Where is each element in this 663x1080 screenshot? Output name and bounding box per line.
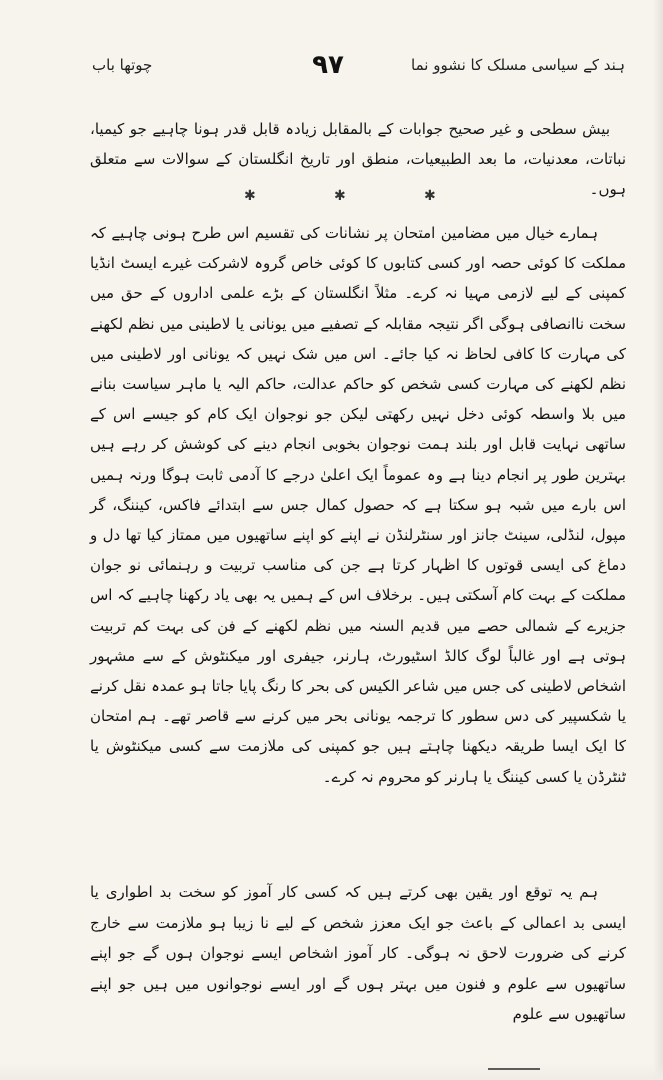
scan-ink-mark <box>488 1068 540 1070</box>
separator-star: ✱ <box>424 188 436 204</box>
page-number: ۹۷ <box>312 50 344 80</box>
main-paragraph: ہمارے خیال میں مضامین امتحان پر نشانات کی تقسیم اس طرح ہونی چاہیے کہ مملکت کا کوئی حصہ اور کسی کتابوں کا کوئی خاص گروہ لاشرکت غیرے ایسٹ انڈیا کمپنی کے لیے لازمی مہیا نہ کرے۔ مثلاً انگلستان کے بڑے علمی اداروں کے حق میں سخت ناانصافی ہوگی اگر نتیجہ مقابلہ کے تصفیے میں یونانی یا لاطینی میں نظم لکھنے کی مہارت کا کافی لحاظ نہ کیا جائے۔ اس میں شک نہیں کہ یونانی اور لاطینی میں نظم لکھنے کی مہارت کسی شخص کو حاکم عدالت، حاکم الیہ یا ماہر سیاست بنانے میں بلا واسطہ کوئی دخل نہیں رکھتی لیکن جو نوجوان ایک کام کو جیسے اس کے ساتھی نہایت قابل اور بلند ہمت نوجوان بخوبی انجام دینے کی کوشش کر رہے ہیں بہترین طور پر انجام دینا ہے وہ عموماً ایک اعلیٰ درجے کا آدمی ثابت ہوگا ورنہ ہمیں اس بارے میں شبہ ہو سکتا ہے کہ حصول کمال جس سے ابتدائے فاکس، کیننگ، گر مپول، لنڈلی، سینٹ جانز اور سنٹرلنڈن نے اپنے کو اپنے ساتھیوں میں ممتاز کیا تھا دل و دماغ کی ایسی قوتوں کا اظہار کرتا ہے جن کی مناسب تربیت و رہنمائی نو جوان مملکت کے بہت کام آسکتی ہیں۔ برخلاف اس کے ہمیں یہ بھی یاد رکھنا چاہیے کہ اس جزیرے کے شمالی حصے میں قدیم السنہ میں نظم لکھنے کے فن کی بہت کم تربیت ہوتی ہے اور غالباً لوگ کالڈ اسٹیورٹ، ہارنر، جیفری اور میکنٹوش کے سے مشہور اشخاص لاطینی کی جس میں شاعر الکیس کی بحر کا رنگ پایا جاتا ہو عمدہ نقل کرنے یا شکسپیر کی دس سطور کا ترجمہ یونانی بحر میں کرنے سے قاصر تھے۔ ہم امتحان کا ایک ایسا طریقہ دیکھنا چاہتے ہیں جو کمپنی کی ملازمت سے کسی میکنٹوش یا ٹنٹرڈن یا کسی کیننگ یا ہارنر کو محروم نہ کرے۔ <box>90 224 626 786</box>
closing-paragraph: ہم یہ توقع اور یقین بھی کرتے ہیں کہ کسی کار آموز کو سخت بد اطواری یا ایسی بد اعمالی کے باعث جو ایک معزز شخص کے لیے نا زیبا ہو ملازمت سے خارج کرنے کی ضرورت لاحق نہ ہوگی۔ کار آموز اشخاص ایسے نوجوان ہوں گے جو اپنے ساتھیوں سے علوم و فنون میں بہتر ہوں گے اور ایسے نوجوانوں میں ہیں جو اپنے ساتھیوں سے علوم <box>90 883 626 1023</box>
page-edge-shadow <box>653 0 663 1080</box>
separator-star: ✱ <box>334 188 346 204</box>
page-bottom-shadow <box>0 1062 663 1080</box>
running-title: ہند کے سیاسی مسلک کا نشوو نما <box>411 56 625 74</box>
chapter-label: چوتھا باب <box>92 56 153 74</box>
section-separator <box>0 188 663 212</box>
page-header <box>0 52 663 92</box>
intro-paragraph: بیش سطحی و غیر صحیح جوابات کے بالمقابل زیادہ قابل قدر ہونا چاہیے جو کیمیا، نباتات، معدنیات، ما بعد الطبیعیات، منطق اور تاریخ انگلستان کے سوالات سے متعلق ہوں۔ <box>90 120 626 198</box>
separator-star: ✱ <box>244 188 256 204</box>
